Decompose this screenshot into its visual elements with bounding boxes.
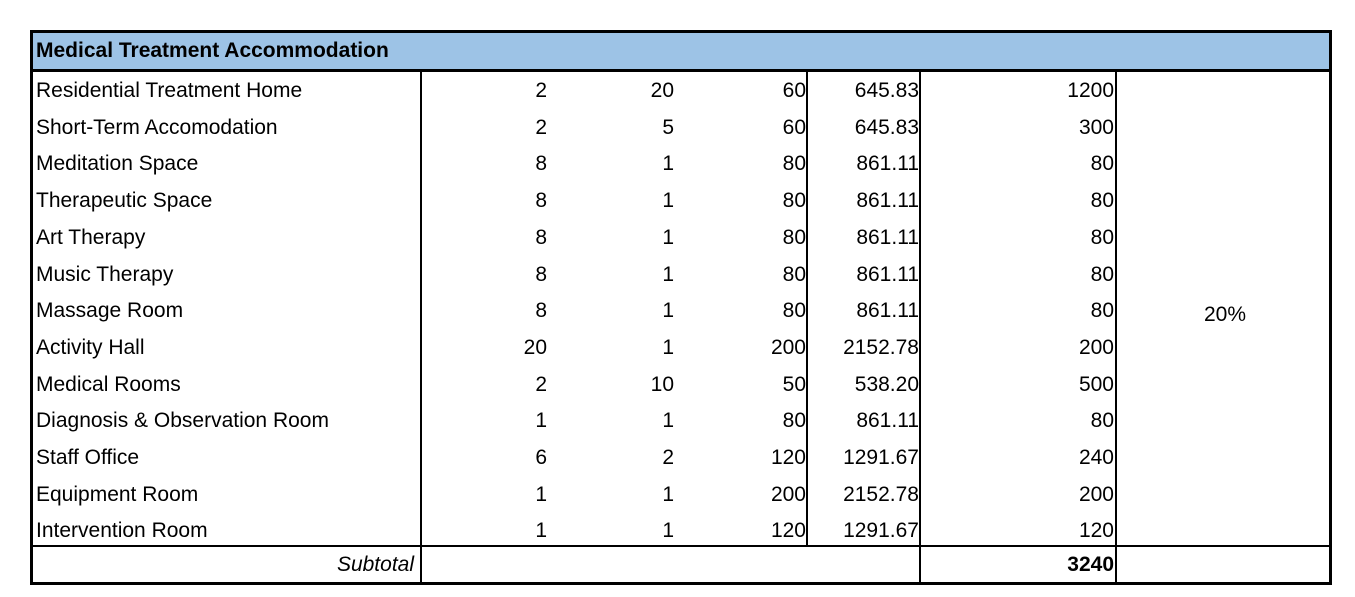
row-value-a: 1 [535, 519, 547, 543]
row-value-b: 1 [662, 189, 674, 213]
row-value-b: 1 [662, 225, 674, 249]
row-value-a: 1 [535, 409, 547, 433]
row-value-e: 1200 [1067, 79, 1114, 102]
row-value-b: 5 [662, 115, 674, 139]
row-value-e: 80 [1090, 409, 1114, 433]
row-value-e: 80 [1090, 225, 1114, 249]
row-name: Residential Treatment Home [36, 79, 303, 102]
row-name: Music Therapy [36, 262, 174, 286]
row-value-b: 1 [662, 482, 674, 506]
row-value-b: 20 [650, 79, 674, 102]
row-value-e: 200 [1078, 335, 1114, 359]
row-value-b: 1 [662, 519, 674, 543]
row-value-c: 120 [770, 446, 806, 469]
table-row [33, 402, 1329, 439]
row-name: Meditation Space [36, 152, 199, 176]
row-value-e: 80 [1090, 189, 1114, 213]
accommodation-table [30, 30, 1332, 585]
table-row [33, 329, 1329, 366]
row-value-d: 2152.78 [843, 335, 919, 359]
row-value-a: 20 [523, 335, 547, 359]
row-value-a: 2 [535, 79, 547, 102]
row-value-e: 240 [1078, 446, 1114, 469]
table-row [33, 256, 1329, 293]
row-name: Massage Room [36, 299, 184, 323]
table-row [33, 219, 1329, 256]
row-value-c: 50 [782, 372, 806, 396]
row-value-d: 645.83 [854, 115, 919, 139]
row-name: Staff Office [36, 446, 140, 469]
column-divider-d [919, 72, 921, 582]
row-value-c: 80 [782, 262, 806, 286]
row-value-a: 8 [535, 225, 547, 249]
row-value-d: 861.11 [856, 409, 919, 433]
row-name: Diagnosis & Observation Room [36, 409, 329, 433]
row-name: Therapeutic Space [36, 189, 213, 213]
row-value-a: 8 [535, 152, 547, 176]
column-divider-e [1115, 72, 1117, 582]
subtotal-value: 3240 [1067, 553, 1114, 576]
row-value-b: 1 [662, 409, 674, 433]
row-value-e: 80 [1090, 299, 1114, 323]
row-value-c: 80 [782, 409, 806, 433]
table-row [33, 366, 1329, 403]
row-value-d: 1291.67 [843, 446, 919, 469]
row-value-e: 300 [1078, 115, 1114, 139]
table-title: Medical Treatment Accommodation [36, 39, 389, 62]
table-row [33, 109, 1329, 146]
table-header [33, 33, 1329, 72]
table-row [33, 512, 1329, 549]
row-value-a: 2 [535, 115, 547, 139]
subtotal-label: Subtotal [336, 553, 414, 576]
row-value-d: 1291.67 [843, 519, 919, 543]
row-value-b: 1 [662, 335, 674, 359]
row-name: Equipment Room [36, 482, 199, 506]
row-value-d: 861.11 [856, 262, 919, 286]
row-value-e: 120 [1078, 519, 1114, 543]
column-divider-name [420, 72, 422, 582]
table-row [33, 439, 1329, 476]
row-value-e: 500 [1078, 372, 1114, 396]
table-row [33, 72, 1329, 109]
row-value-b: 1 [662, 262, 674, 286]
table-row [33, 476, 1329, 513]
row-value-c: 120 [770, 519, 806, 543]
row-value-d: 538.20 [854, 372, 919, 396]
row-value-e: 80 [1090, 152, 1114, 176]
row-value-c: 200 [770, 482, 806, 506]
row-value-a: 8 [535, 299, 547, 323]
row-value-b: 1 [662, 152, 674, 176]
row-value-c: 60 [782, 79, 806, 102]
row-value-b: 10 [650, 372, 674, 396]
row-value-c: 200 [770, 335, 806, 359]
column-divider-c [806, 72, 808, 547]
row-value-d: 861.11 [856, 225, 919, 249]
row-value-c: 80 [782, 299, 806, 323]
row-name: Medical Rooms [36, 372, 181, 396]
row-name: Art Therapy [36, 225, 146, 249]
row-name: Short-Term Accomodation [36, 115, 278, 139]
row-value-c: 60 [782, 115, 806, 139]
row-value-e: 200 [1078, 482, 1114, 506]
table-row [33, 182, 1329, 219]
row-name: Intervention Room [36, 519, 208, 543]
row-value-d: 861.11 [856, 152, 919, 176]
percentage-value: 20% [1203, 303, 1247, 326]
row-value-a: 1 [535, 482, 547, 506]
row-value-b: 2 [662, 446, 674, 469]
row-value-d: 645.83 [854, 79, 919, 102]
row-value-a: 8 [535, 189, 547, 213]
row-value-c: 80 [782, 225, 806, 249]
row-value-c: 80 [782, 152, 806, 176]
table-row [33, 145, 1329, 182]
row-value-d: 861.11 [856, 299, 919, 323]
row-value-b: 1 [662, 299, 674, 323]
row-value-d: 861.11 [856, 189, 919, 213]
row-value-a: 6 [535, 446, 547, 469]
row-value-a: 8 [535, 262, 547, 286]
row-value-c: 80 [782, 189, 806, 213]
row-value-e: 80 [1090, 262, 1114, 286]
row-name: Activity Hall [36, 335, 145, 359]
row-value-d: 2152.78 [843, 482, 919, 506]
row-value-a: 2 [535, 372, 547, 396]
